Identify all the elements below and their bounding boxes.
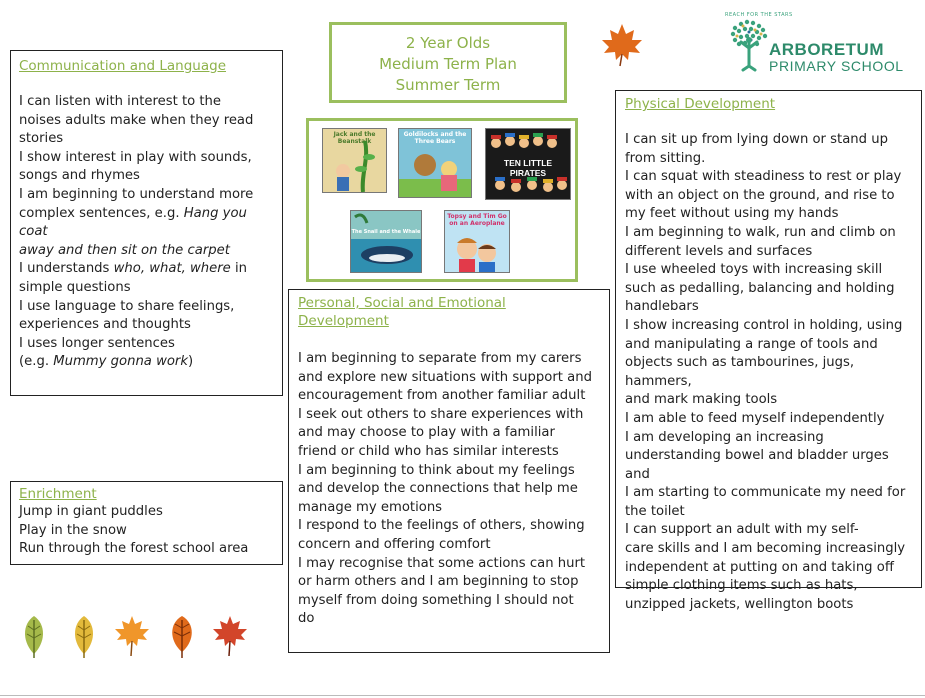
book-cover-goldilocks <box>398 128 472 198</box>
book-art-icon <box>445 211 509 272</box>
example-text: Mummy gonna work <box>53 354 188 370</box>
text-line: experiences and thoughts <box>19 317 191 333</box>
text-line: I use wheeled toys with increasing skill <box>625 262 883 278</box>
text-line: I can squat with steadiness to rest or play <box>625 169 902 185</box>
text-fragment: (e.g. <box>19 354 54 370</box>
example-text: who, what, where <box>113 261 231 277</box>
book-cover-snail-whale <box>350 210 422 273</box>
text-line: I am developing an increasing <box>625 429 824 445</box>
text-line: and explore new situations with support and <box>298 369 592 385</box>
pse-text <box>298 350 600 629</box>
text-line: simple questions <box>19 279 131 295</box>
text-fragment: I understands <box>19 261 114 277</box>
leaf-icon <box>172 616 192 658</box>
text-line: encouragement from another familiar adult <box>298 388 586 404</box>
text-line: I seek out others to share experiences with <box>298 406 584 422</box>
physical-heading: Physical Development <box>625 96 776 112</box>
title-box <box>329 22 567 103</box>
text-line: I can listen with interest to the <box>19 94 222 109</box>
logo-arc-text: REACH FOR THE STARS <box>725 12 793 18</box>
text-line: I am beginning to understand more <box>19 186 254 202</box>
text-line: handlebars <box>625 299 699 315</box>
example-text: away and then sit on the carpet <box>19 242 230 258</box>
enrichment-text <box>19 503 274 559</box>
text-fragment: complex sentences, e.g. <box>19 205 184 221</box>
book-cover-topsy-tim <box>444 210 510 273</box>
text-line: the toilet <box>625 503 685 519</box>
pse-heading-line-2: Development <box>298 313 389 329</box>
physical-text <box>625 131 912 614</box>
text-fragment: in <box>230 261 248 277</box>
autumn-leaves-decoration <box>14 612 254 660</box>
text-line: I may recognise that some actions can hurt <box>298 555 586 571</box>
text-line: unzipped jackets, wellington boots <box>625 596 854 612</box>
book-title: TEN LITTLE PIRATES <box>503 158 553 178</box>
text-line: do <box>298 611 315 627</box>
text-line: concern and offering comfort <box>298 536 491 552</box>
maple-leaf-icon <box>115 616 149 656</box>
enrichment-heading: Enrichment <box>19 486 97 502</box>
text-fragment: ) <box>188 354 194 370</box>
leaf-icon <box>25 616 43 658</box>
text-line: I can sit up from lying down or stand up <box>625 132 888 147</box>
text-line: objects such as tambourines, jugs, hammers, <box>625 355 855 389</box>
text-line: or harm others and I am beginning to stop <box>298 574 579 590</box>
text-line <box>19 205 274 242</box>
communication-language-box <box>10 50 283 396</box>
title-line-2: Medium Term Plan <box>379 55 517 73</box>
personal-social-emotional-box <box>288 289 610 653</box>
text-line <box>19 260 274 279</box>
text-line: noises adults make when they read <box>19 112 254 128</box>
book-art-icon <box>399 129 471 197</box>
text-line: I can support an adult with my self- <box>625 522 859 538</box>
tree-logo-icon <box>725 14 775 72</box>
text-line: I am beginning to walk, run and climb on <box>625 224 896 240</box>
physical-development-box <box>615 90 922 612</box>
text-line: songs and rhymes <box>19 168 140 184</box>
text-line: and develop the connections that help me <box>298 481 578 497</box>
text-line: different levels and surfaces <box>625 243 813 259</box>
book-art-icon <box>351 211 421 272</box>
title-line-3: Summer Term <box>395 76 501 94</box>
maple-leaf-icon <box>213 616 247 656</box>
text-line: with an object on the ground, and rise to <box>625 187 895 203</box>
list-item: Play in the snow <box>19 522 127 538</box>
pse-heading <box>298 294 600 330</box>
communication-text <box>19 93 274 372</box>
text-line: I uses longer sentences <box>19 335 175 351</box>
text-line: understanding bowel and bladder urges and <box>625 448 889 482</box>
text-line: such as pedalling, balancing and holding <box>625 280 895 296</box>
text-line: manage my emotions <box>298 499 443 515</box>
book-title: Goldilocks and the Three Bears <box>403 131 467 145</box>
school-logo <box>725 12 905 74</box>
pse-heading-line-1: Personal, Social and Emotional <box>298 295 506 311</box>
text-line: stories <box>19 131 64 147</box>
text-line: I show interest in play with sounds, <box>19 149 252 165</box>
text-line: care skills and I am becoming increasingly <box>625 541 906 557</box>
text-line: myself from doing something I should not <box>298 592 574 608</box>
book-art-icon <box>323 129 386 192</box>
text-line: from sitting. <box>625 150 706 166</box>
text-line: independent at putting on and taking off <box>625 559 894 575</box>
text-line: I am able to feed myself independently <box>625 410 885 426</box>
title-line-1: 2 Year Olds <box>405 34 491 52</box>
list-item: Jump in giant puddles <box>19 504 163 519</box>
school-name-line-1: ARBORETUM <box>769 40 884 59</box>
text-line: I respond to the feelings of others, showing <box>298 518 585 534</box>
text-line: my feet without using my hands <box>625 206 839 222</box>
example-text: Hang you coat <box>19 205 247 240</box>
text-line <box>19 353 274 372</box>
text-line: and may choose to play with a familiar <box>298 425 555 441</box>
leaf-icon <box>75 616 93 658</box>
maple-leaf-icon <box>598 20 646 68</box>
text-line: I am beginning to separate from my carers <box>298 351 582 366</box>
text-line: I am beginning to think about my feelings <box>298 462 575 478</box>
book-cover-jack-beanstalk <box>322 128 387 193</box>
text-line: simple clothing items such as hats, <box>625 578 858 594</box>
book-cover-ten-little-pirates <box>485 128 571 200</box>
school-name-line-2: PRIMARY SCHOOL <box>769 58 904 74</box>
text-line: and manipulating a range of tools and <box>625 336 878 352</box>
text-line: friend or child who has similar interests <box>298 443 559 459</box>
book-covers-box <box>306 118 578 282</box>
book-title: Jack and the Beanstalk <box>333 131 376 145</box>
text-line <box>19 242 274 261</box>
book-title: Topsy and Tim Go on an Aeroplane <box>447 213 507 227</box>
book-title: The Snail and the Whale <box>351 229 421 235</box>
text-line: I am starting to communicate my need for <box>625 485 906 501</box>
communication-heading: Communication and Language <box>19 58 227 74</box>
page-bottom-rule <box>0 695 925 696</box>
text-line: I show increasing control in holding, using <box>625 317 903 333</box>
list-item: Run through the forest school area <box>19 541 249 557</box>
text-line: and mark making tools <box>625 392 778 408</box>
text-line: I use language to share feelings, <box>19 298 235 314</box>
enrichment-box <box>10 481 283 565</box>
